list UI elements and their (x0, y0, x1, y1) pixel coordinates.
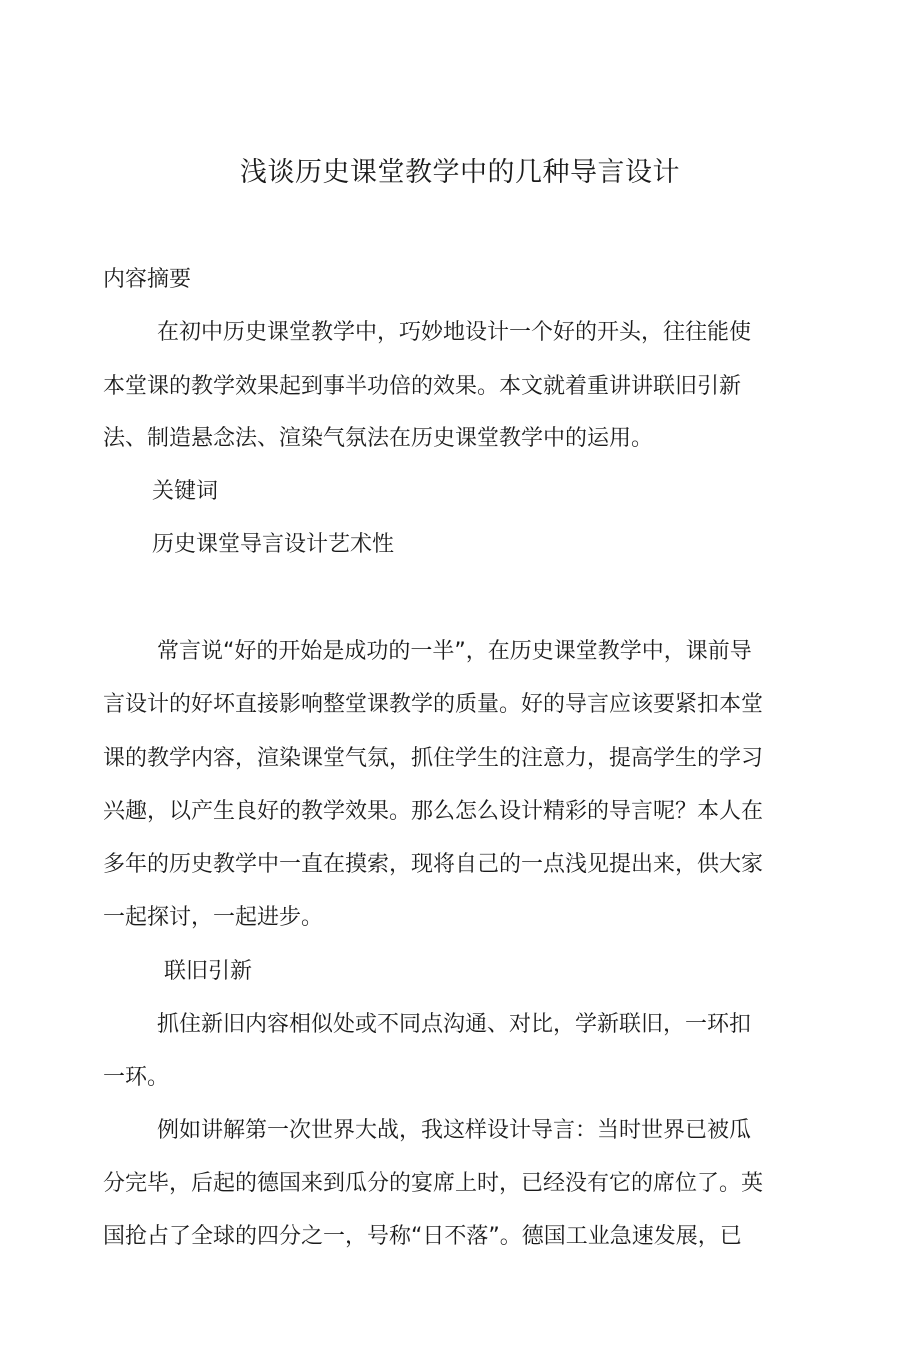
keywords-heading: 关键词 (152, 479, 219, 504)
example-line: 国抢占了全球的四分之一，号称“日不落”。德国工业急速发展，已 (103, 1224, 742, 1249)
document-title: 浅谈历史课堂教学中的几种导言设计 (240, 157, 680, 188)
keywords-text: 历史课堂导言设计艺术性 (152, 532, 395, 557)
abstract-line: 本堂课的教学效果起到事半功倍的效果。本文就着重讲讲联旧引新 (103, 374, 742, 399)
intro-line: 言设计的好坏直接影响整堂课教学的质量。好的导言应该要紧扣本堂 (103, 692, 764, 717)
section-line: 一环。 (103, 1065, 170, 1090)
intro-line: 常言说“好的开始是成功的一半”，在历史课堂教学中，课前导 (157, 639, 752, 664)
section-heading: 联旧引新 (164, 959, 253, 984)
section-line: 抓住新旧内容相似处或不同点沟通、对比，学新联旧，一环扣 (157, 1012, 752, 1037)
intro-line: 一起探讨，一起进步。 (103, 905, 324, 930)
abstract-line: 在初中历史课堂教学中，巧妙地设计一个好的开头，往往能使 (157, 320, 752, 345)
abstract-line: 法、制造悬念法、渲染气氛法在历史课堂教学中的运用。 (103, 426, 654, 451)
intro-line: 多年的历史教学中一直在摸索，现将自己的一点浅见提出来，供大家 (103, 852, 764, 877)
intro-line: 课的教学内容，渲染课堂气氛，抓住学生的注意力，提高学生的学习 (103, 746, 764, 771)
example-line: 分完毕，后起的德国来到瓜分的宴席上时，已经没有它的席位了。英 (103, 1171, 764, 1196)
example-line: 例如讲解第一次世界大战，我这样设计导言：当时世界已被瓜 (157, 1118, 752, 1143)
abstract-heading: 内容摘要 (103, 267, 192, 292)
intro-line: 兴趣，以产生良好的教学效果。那么怎么设计精彩的导言呢？本人在 (103, 799, 764, 824)
